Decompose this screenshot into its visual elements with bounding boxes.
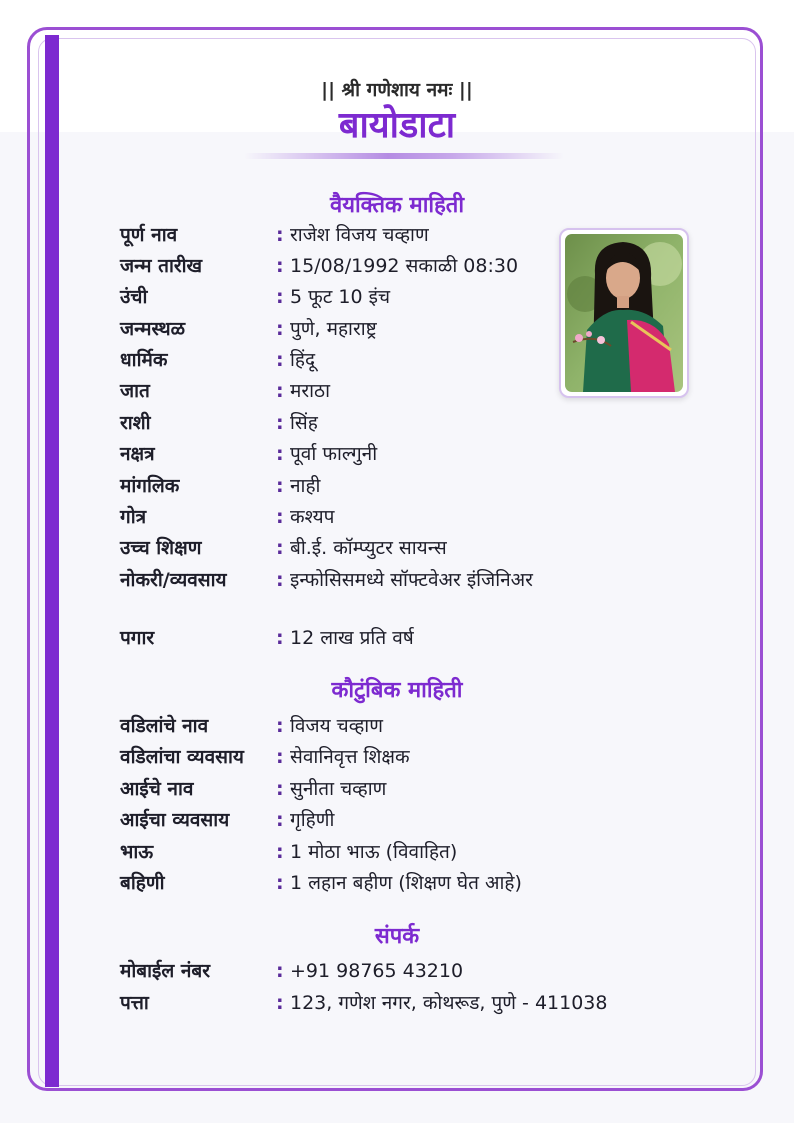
row-value: 123, गणेश नगर, कोथरूड, पुणे - 411038 — [290, 992, 608, 1014]
row-colon: : — [276, 746, 284, 768]
row-value: सेवानिवृत्त शिक्षक — [290, 746, 410, 768]
row-label: नक्षत्र — [120, 443, 155, 465]
row-value: +91 98765 43210 — [290, 960, 464, 982]
row-value: 5 फूट 10 इंच — [290, 286, 391, 308]
row-colon: : — [276, 443, 284, 465]
row-label: राशी — [120, 412, 151, 434]
row-value: सुनीता चव्हाण — [290, 778, 387, 800]
row-colon: : — [276, 992, 284, 1014]
row-value: नाही — [290, 475, 321, 497]
row-colon: : — [276, 318, 284, 340]
profile-photo — [559, 228, 689, 398]
row-colon: : — [276, 412, 284, 434]
row-colon: : — [276, 537, 284, 559]
row-colon: : — [276, 286, 284, 308]
row-label: उंची — [120, 286, 148, 308]
row-value: कश्यप — [290, 506, 335, 528]
row-label: पत्ता — [120, 992, 149, 1014]
profile-photo-icon — [565, 234, 683, 392]
row-label: मोबाईल नंबर — [120, 960, 211, 982]
row-value: बी.ई. कॉम्प्युटर सायन्स — [290, 537, 447, 559]
blessing-text: || श्री गणेशाय नमः || — [321, 79, 473, 101]
row-value: पुणे, महाराष्ट्र — [290, 318, 377, 340]
row-colon: : — [276, 778, 284, 800]
row-colon: : — [276, 224, 284, 246]
row-value: 12 लाख प्रति वर्ष — [290, 627, 414, 649]
row-value: सिंह — [290, 412, 318, 434]
row-colon: : — [276, 255, 284, 277]
row-colon: : — [276, 872, 284, 894]
row-colon: : — [276, 809, 284, 831]
row-label: बहिणी — [120, 872, 165, 894]
row-value: हिंदू — [290, 349, 316, 371]
row-label: आईचा व्यवसाय — [120, 809, 230, 831]
section-heading-contact: संपर्क — [374, 924, 420, 949]
section-heading-personal: वैयक्तिक माहिती — [329, 193, 465, 218]
row-colon: : — [276, 627, 284, 649]
row-value: गृहिणी — [290, 809, 335, 831]
row-label: जन्म तारीख — [120, 255, 203, 277]
row-label: आईचे नाव — [120, 778, 194, 800]
page-title: बायोडाटा — [338, 105, 456, 146]
row-colon: : — [276, 506, 284, 528]
row-label: जन्मस्थळ — [120, 318, 186, 340]
row-label: वडिलांचा व्यवसाय — [120, 746, 244, 768]
row-label: भाऊ — [120, 841, 154, 863]
row-colon: : — [276, 380, 284, 402]
row-value: 15/08/1992 सकाळी 08:30 — [290, 255, 519, 277]
row-label: मांगलिक — [120, 475, 180, 497]
row-label: गोत्र — [120, 506, 147, 528]
row-colon: : — [276, 715, 284, 737]
row-colon: : — [276, 349, 284, 371]
row-value: इन्फोसिसमध्ये सॉफ्टवेअर इंजिनिअर — [290, 569, 533, 591]
row-label: वडिलांचे नाव — [120, 715, 209, 737]
row-label: धार्मिक — [120, 349, 168, 371]
row-value: राजेश विजय चव्हाण — [290, 224, 429, 246]
row-label: पगार — [120, 627, 155, 649]
section-heading-family: कौटुंबिक माहिती — [331, 678, 463, 703]
row-label: नोकरी/व्यवसाय — [120, 569, 227, 591]
row-label: पूर्ण नाव — [120, 224, 178, 246]
row-colon: : — [276, 569, 284, 591]
row-colon: : — [276, 960, 284, 982]
row-label: उच्च शिक्षण — [120, 537, 202, 559]
row-label: जात — [120, 380, 150, 402]
row-value: 1 लहान बहीण (शिक्षण घेत आहे) — [290, 872, 522, 894]
row-value: विजय चव्हाण — [290, 715, 383, 737]
row-value: पूर्वा फाल्गुनी — [290, 443, 378, 465]
row-colon: : — [276, 841, 284, 863]
row-colon: : — [276, 475, 284, 497]
row-value: मराठा — [290, 380, 331, 402]
row-value: 1 मोठा भाऊ (विवाहित) — [290, 841, 458, 863]
title-underline — [244, 153, 564, 159]
